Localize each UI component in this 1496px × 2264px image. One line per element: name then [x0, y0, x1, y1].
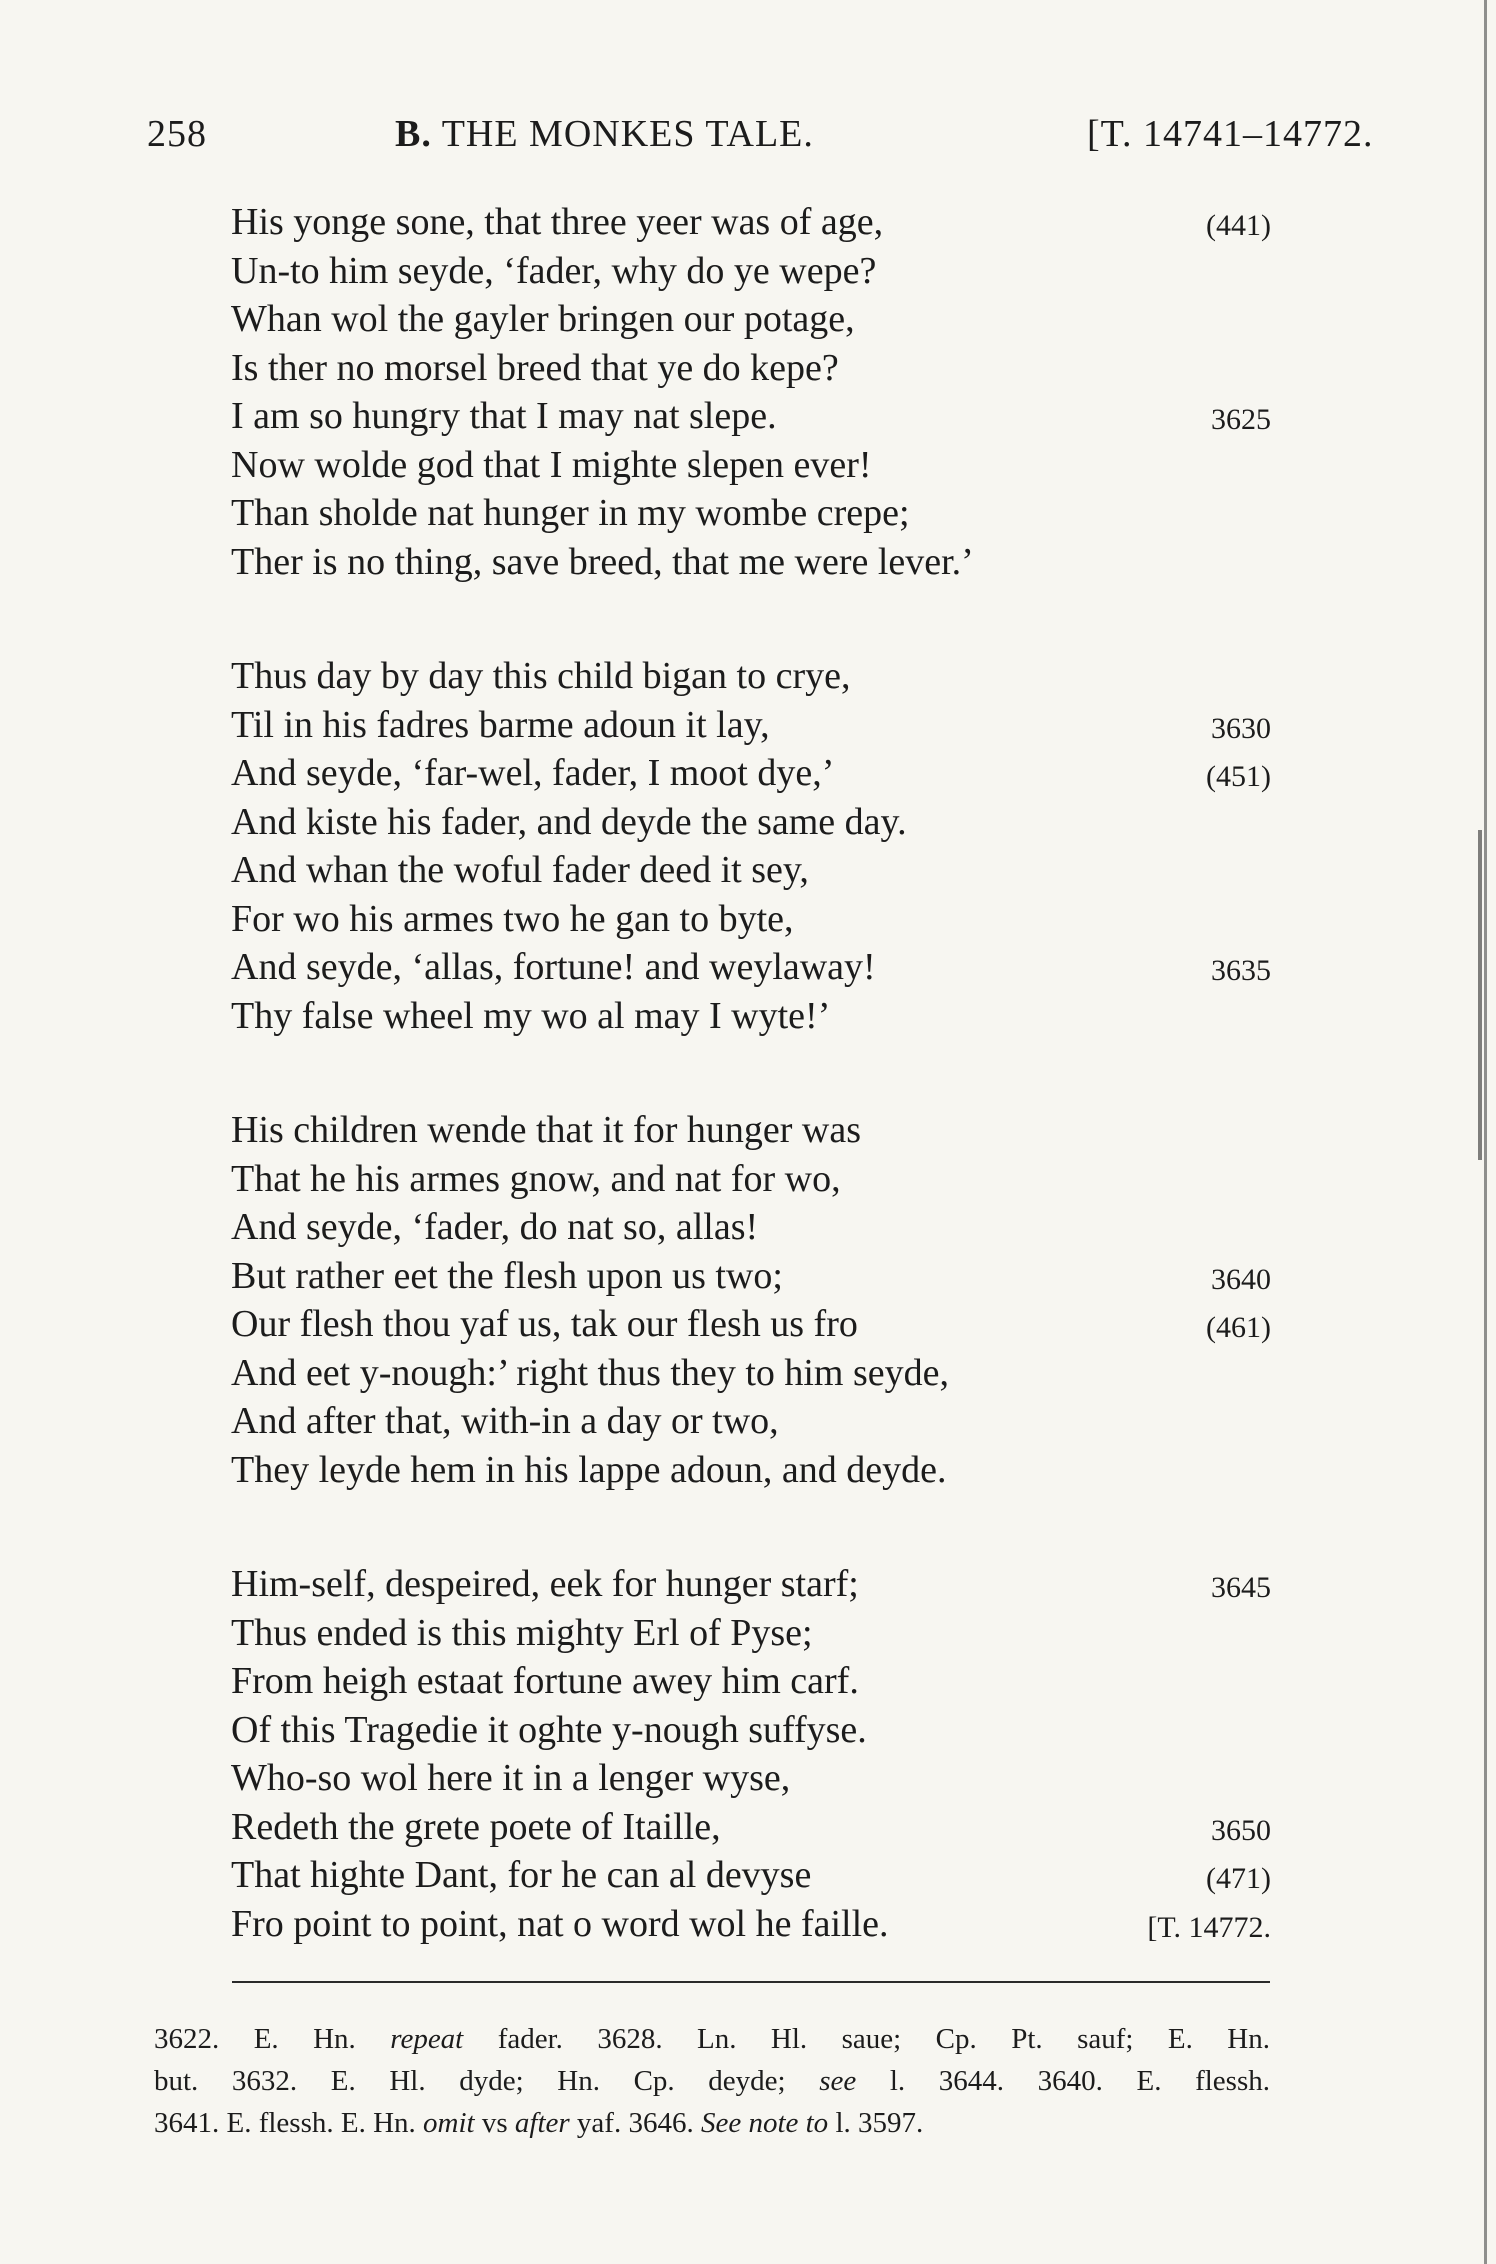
verse-text: And seyde, ‘far-wel, fader, I moot dye,’ [231, 752, 835, 794]
verse-line [231, 1155, 1271, 1204]
poem-body [231, 198, 1271, 2014]
verse-line [231, 846, 1271, 895]
verse-text: Un-to him seyde, ‘fader, why do ye wepe? [231, 249, 877, 292]
verse-text: Him-self, despeired, eek for hunger starf; [231, 1563, 859, 1605]
verse-text: Thus day by day this child bigan to crye, [231, 655, 851, 697]
verse-line [231, 652, 1271, 701]
verse-text: His yonge sone, that three yeer was of age, [231, 201, 884, 243]
footnote-line [154, 2018, 1270, 2060]
verse-text: And after that, with-in a day or two, [231, 1400, 779, 1442]
footnote-line [154, 2102, 1270, 2144]
verse-text: And eet y-nough:’ right thus they to him seyde, [231, 1351, 950, 1394]
verse-line [231, 344, 1271, 393]
verse-line [231, 295, 1271, 344]
verse-text: And kiste his fader, and deyde the same day. [231, 800, 907, 843]
verse-text: From heigh estaat fortune awey him carf. [231, 1660, 859, 1702]
line-number: 3650 [1211, 1813, 1271, 1847]
stanza [231, 1106, 1271, 1494]
verse-line [231, 1300, 1271, 1349]
verse-line [231, 1560, 1271, 1609]
stanza [231, 1560, 1271, 1948]
verse-text: His children wende that it for hunger was [231, 1109, 861, 1151]
line-number: 3625 [1211, 403, 1271, 436]
footnote-text: l. 3644. 3640. E. flessh. [856, 2065, 1270, 2097]
page-edge-shadow [1484, 0, 1487, 2264]
verse-line [231, 943, 1271, 992]
verse-line [231, 1252, 1271, 1301]
verse-text: Til in his fadres barme adoun it lay, [231, 703, 770, 746]
running-title [395, 112, 814, 156]
verse-line [231, 441, 1271, 490]
verse-text: Than sholde nat hunger in my wombe crepe; [231, 492, 910, 534]
verse-line [231, 895, 1271, 944]
line-number: (441) [1206, 209, 1271, 242]
line-number: (471) [1206, 1862, 1271, 1895]
verse-line [231, 1397, 1271, 1446]
footnote-text: 3641. E. flessh. E. Hn. [154, 2107, 424, 2139]
verse-line [231, 538, 1271, 587]
footnote-text: l. 3597. [828, 2107, 924, 2139]
verse-line [231, 1657, 1271, 1706]
footnote-italic: See note to [700, 2107, 829, 2139]
verse-line [231, 1349, 1271, 1398]
verse-line [231, 1203, 1271, 1252]
verse-line [231, 1609, 1271, 1658]
tale-title: THE MONKES TALE. [441, 113, 814, 155]
verse-text: They leyde hem in his lappe adoun, and deyde. [231, 1448, 947, 1491]
verse-line [231, 1900, 1271, 1949]
verse-text: For wo his armes two he gan to byte, [231, 897, 794, 940]
footnotes [154, 2018, 1270, 2144]
verse-line [231, 992, 1271, 1041]
footnote-rule [232, 1981, 1270, 1983]
verse-text: Thus ended is this mighty Erl of Pyse; [231, 1611, 813, 1654]
verse-line [231, 489, 1271, 538]
stanza [231, 652, 1271, 1040]
line-number: (461) [1206, 1311, 1271, 1344]
footnote-line [154, 2060, 1270, 2102]
line-range: [T. 14741–14772. [1087, 113, 1374, 155]
verse-line [231, 1803, 1271, 1852]
footnote-text: fader. 3628. Ln. Hl. saue; Cp. Pt. sauf; E. Hn. [463, 2023, 1270, 2055]
verse-text: And seyde, ‘fader, do nat so, allas! [231, 1206, 759, 1248]
footnote-text: 3622. E. Hn. [154, 2023, 391, 2055]
verse-text: Now wolde god that I mighte slepen ever! [231, 443, 872, 486]
verse-text: Of this Tragedie it oghte y-nough suffyse. [231, 1708, 867, 1751]
verse-text: Is ther no morsel breed that ye do kepe? [231, 346, 839, 389]
line-number: 3645 [1211, 1571, 1271, 1604]
section-letter: B. [395, 113, 432, 155]
line-number: 3640 [1211, 1262, 1271, 1296]
verse-line [231, 247, 1271, 296]
footnote-text: yaf. 3646. [569, 2107, 701, 2139]
stanza [231, 198, 1271, 586]
verse-text: That highte Dant, for he can al devyse [231, 1854, 812, 1896]
line-number: (451) [1206, 760, 1271, 793]
verse-text: And whan the woful fader deed it sey, [231, 849, 809, 891]
verse-text: I am so hungry that I may nat slepe. [231, 395, 777, 437]
verse-line [231, 392, 1271, 441]
page-edge-shadow [1478, 830, 1482, 1160]
verse-line [231, 1851, 1271, 1900]
line-number: [T. 14772. [1147, 1910, 1271, 1944]
verse-text: Who-so wol here it in a lenger wyse, [231, 1757, 791, 1799]
verse-text: Ther is no thing, save breed, that me were lever.’ [231, 540, 974, 583]
verse-line [231, 798, 1271, 847]
verse-text: Whan wol the gayler bringen our potage, [231, 298, 855, 340]
footnote-text: vs [474, 2107, 515, 2139]
verse-text: And seyde, ‘allas, fortune! and weylaway! [231, 946, 876, 988]
verse-line [231, 1754, 1271, 1803]
verse-text: But rather eet the flesh upon us two; [231, 1254, 783, 1297]
verse-text: Our flesh thou yaf us, tak our flesh us fro [231, 1303, 858, 1345]
footnote-italic: after [514, 2107, 570, 2139]
footnote-italic: see [819, 2065, 857, 2097]
verse-line [231, 1106, 1271, 1155]
verse-text: Redeth the grete poete of Itaille, [231, 1805, 721, 1848]
verse-line [231, 1446, 1271, 1495]
verse-line [231, 1706, 1271, 1755]
verse-line [231, 198, 1271, 247]
footnote-italic: omit [423, 2107, 475, 2139]
footnote-italic: repeat [390, 2023, 464, 2055]
running-header [147, 112, 1374, 162]
verse-line [231, 701, 1271, 750]
page-number: 258 [147, 113, 207, 155]
verse-text: Fro point to point, nat o word wol he faille. [231, 1902, 889, 1945]
verse-line [231, 749, 1271, 798]
line-number: 3635 [1211, 954, 1271, 987]
verse-text: That he his armes gnow, and nat for wo, [231, 1157, 841, 1200]
verse-text: Thy false wheel my wo al may I wyte!’ [231, 994, 831, 1037]
footnote-text: but. 3632. E. Hl. dyde; Hn. Cp. deyde; [154, 2065, 820, 2097]
line-number: 3630 [1211, 711, 1271, 745]
